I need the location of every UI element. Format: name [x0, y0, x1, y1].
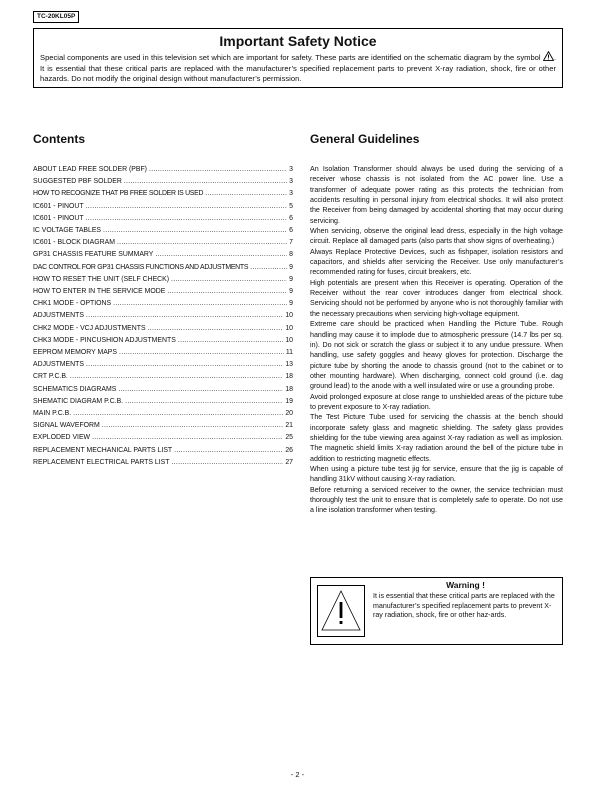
warning-triangle-icon [543, 51, 554, 64]
contents-item[interactable] [33, 237, 293, 249]
contents-item-page: 7 [289, 239, 293, 247]
guideline-paragraph: Before returning a serviced receiver to the owner, the service technician must thoroughly test the unit to ensure that is completely safe to operate. Do not use a line isolation transformer when testing. [310, 485, 563, 515]
safety-notice-body [34, 49, 562, 85]
guideline-paragraph: Extreme care should be practiced when Handling the Picture Tube. Rough handling may cause it to implode due to atmospheric pressure (14.7 lbs per sq. in). Do not sick or scratch the glass or subject it to any undue pressure. When handling, use safety goggles and heavy gloves for protection. Discharge the picture tube by shorting the anode to chassis ground (not to the cabinet or to other mounting hardware). When discharging, connect cold ground (i.e. dag ground lead) to the anode with a well insulated wire or use a grounding probe. [310, 320, 563, 391]
contents-item-page: 25 [285, 434, 293, 442]
contents-item-leader [149, 164, 287, 176]
warning-box [310, 577, 563, 645]
contents-item-title: MAIN P.C.B. [33, 410, 72, 418]
contents-item-leader [86, 213, 288, 225]
model-number-tag: TC-20KL05P [33, 11, 79, 23]
general-guidelines-section [310, 132, 563, 516]
contents-item-leader [73, 408, 283, 420]
guideline-paragraph: Avoid prolonged exposure at close range to unshielded areas of the picture tube to prevent exposure to X-ray radiation. [310, 392, 563, 411]
contents-item-page: 3 [289, 190, 293, 198]
contents-item-leader [86, 201, 288, 213]
contents-item-leader [155, 249, 287, 261]
contents-item[interactable] [33, 262, 293, 274]
contents-item[interactable] [33, 432, 293, 444]
contents-item[interactable] [33, 335, 293, 347]
contents-item[interactable] [33, 225, 293, 237]
contents-item-leader [205, 188, 287, 200]
guideline-paragraph: High potentials are present when this Receiver is operating. Operation of the Receiver without the rear cover introduces danger from electrical shock. Servicing should not be performed by anyone who is not thoroughly familiar with the necessary precautions when servicing high-voltage equipment. [310, 278, 563, 318]
contents-item-leader [178, 335, 284, 347]
contents-item-page: 19 [285, 397, 293, 405]
contents-item-page: 10 [285, 324, 293, 332]
contents-item[interactable] [33, 371, 293, 383]
contents-item[interactable] [33, 457, 293, 469]
contents-item[interactable] [33, 274, 293, 286]
contents-item[interactable] [33, 310, 293, 322]
contents-item-page: 13 [285, 361, 293, 369]
contents-item[interactable] [33, 396, 293, 408]
contents-item-leader [119, 347, 284, 359]
contents-item-page: 26 [285, 446, 293, 454]
contents-item-page: 27 [285, 458, 293, 466]
contents-item-page: 9 [289, 300, 293, 308]
contents-item-title: ABOUT LEAD FREE SOLDER (PBF) [33, 166, 147, 173]
contents-item[interactable] [33, 176, 293, 188]
contents-item[interactable] [33, 347, 293, 359]
contents-item-title: EXPLODED VIEW [33, 434, 91, 442]
contents-item-leader [124, 176, 287, 188]
contents-item-page: 20 [285, 410, 293, 418]
contents-item-leader [103, 225, 287, 237]
safety-notice-title: Important Safety Notice [219, 33, 377, 49]
contents-item-leader [125, 396, 283, 408]
warning-title: Warning ! [446, 580, 485, 590]
contents-item[interactable] [33, 323, 293, 335]
contents-item-leader [171, 274, 287, 286]
contents-item-title: REPLACEMENT MECHANICAL PARTS LIST [33, 446, 173, 454]
contents-item-leader [86, 359, 283, 371]
contents-item[interactable] [33, 298, 293, 310]
contents-item-title: SHEMATIC DIAGRAM P.C.B. [33, 397, 124, 405]
contents-item-leader [70, 371, 283, 383]
guideline-paragraph: Always Replace Protective Devices, such as fishpaper, isolation resistors and capacitors, and shields after servicing the Receiver. Use only manufacturer’s recommended rating for fuses, circuit breakers, etc. [310, 247, 563, 277]
contents-item-title: HOW TO RECOGNIZE THAT PB FREE SOLDER IS USED [33, 190, 204, 198]
contents-item-page: 3 [289, 178, 293, 186]
exclamation-warning-icon [317, 585, 365, 637]
contents-item-title: HOW TO RESET THE UNIT (SELF CHECK) [33, 275, 170, 283]
contents-item-page: 11 [285, 349, 293, 357]
general-guidelines-heading: General Guidelines [310, 132, 420, 146]
guideline-paragraph: An Isolation Transformer should always be used during the servicing of a receiver whose chassis is not isolated from the AC power line. Use a transformer of adequate power rating as this protects the technician from accidents resulting in personal injury from electrical shocks. It will also protect the Receiver from being damaged by accidental shorting that may occur during servicing. [310, 165, 563, 225]
contents-item-leader [250, 262, 287, 274]
contents-item-page: 10 [285, 312, 293, 320]
contents-item-page: 6 [289, 214, 293, 222]
contents-item-leader [92, 432, 283, 444]
contents-item-title: ADJUSTMENTS [33, 361, 84, 369]
contents-item[interactable] [33, 164, 293, 176]
contents-item-page: 10 [285, 336, 293, 344]
contents-item-page: 5 [289, 202, 293, 210]
contents-item[interactable] [33, 384, 293, 396]
contents-item-title: EEPROM MEMORY MAPS [33, 349, 117, 357]
contents-item-leader [118, 384, 283, 396]
contents-item-title: IC601 - PINOUT [33, 214, 84, 222]
contents-item-title: ADJUSTMENTS [33, 312, 84, 320]
contents-item-title: REPLACEMENT ELECTRICAL PARTS LIST [33, 458, 170, 466]
general-guidelines-text [310, 164, 563, 516]
warning-text: It is essential that these critical parts are replaced with the manufacturer’s specified replacement parts to prevent X-ray radiation, shock, fire or other haz-ards. [373, 592, 555, 620]
contents-item-page: 9 [289, 288, 293, 296]
contents-heading: Contents [33, 132, 85, 146]
contents-item-leader [102, 420, 284, 432]
contents-item-page: 18 [285, 373, 293, 381]
contents-item-title: CRT P.C.B. [33, 373, 68, 381]
contents-item-title: IC VOLTAGE TABLES [33, 227, 102, 235]
contents-item-title: CHK2 MODE - VCJ ADJUSTMENTS [33, 324, 146, 332]
contents-item-title: SUGGESTED PBF SOLDER [33, 178, 122, 186]
contents-item-page: 8 [289, 251, 293, 259]
contents-list [33, 164, 293, 469]
contents-item-leader [148, 323, 284, 335]
contents-item-leader [113, 298, 287, 310]
contents-item-page: 9 [289, 275, 293, 283]
contents-item-page: 21 [285, 422, 293, 430]
contents-item-page: 18 [285, 385, 293, 393]
guideline-paragraph: When servicing, observe the original lead dress, especially in the high voltage circuit. Replace all damaged parts (also parts that show signs of overheating.) [310, 227, 563, 246]
contents-section [33, 132, 293, 469]
contents-item-page: 9 [289, 263, 293, 271]
guideline-paragraph: The Test Picture Tube used for servicing the chassis at the bench should incorporate safety glass and magnetic shielding. The safety glass provides shielding for the tube viewing area against X-ray radiation as well as implosion. The magnetic shield limits X-ray radiation around the bell of the picture tube in addition to restricting magnetic effects. [310, 413, 563, 463]
contents-item-title: DAC CONTROL FOR GP31 CHASSIS FUNCTIONS AND ADJUSTMENTS [33, 263, 249, 271]
safety-notice-text-after-symbol: . It is essential that these critical parts are replaced with the manufacturer’s specified replacement parts to prevent X-ray radiation, shock, fire or other hazards. Do not modify the original design without manufacturer’s permission. [40, 53, 556, 84]
safety-notice-text-before-symbol: Special components are used in this television set which are important for safety. These parts are identified on the schematic diagram by the symbol [40, 53, 541, 62]
contents-item-title: IC601 - PINOUT [33, 202, 84, 210]
guideline-paragraph: When using a picture tube test jig for service, ensure that the jig is capable of handling 31kV without causing X-ray radiation. [310, 464, 563, 484]
contents-item-leader [167, 286, 287, 298]
contents-item-leader [171, 457, 283, 469]
contents-item-page: 6 [289, 227, 293, 235]
contents-item-title: CHK1 MODE - OPTIONS [33, 300, 112, 308]
contents-item-page: 3 [289, 166, 293, 173]
contents-item[interactable] [33, 445, 293, 457]
contents-item-leader [174, 445, 283, 457]
safety-notice-box [33, 28, 563, 88]
contents-item[interactable] [33, 249, 293, 261]
page-number: - 2 - [290, 770, 305, 779]
contents-item-title: IC601 - BLOCK DIAGRAM [33, 239, 115, 247]
contents-item-title: GP31 CHASSIS FEATURE SUMMARY [33, 251, 154, 259]
contents-item-leader [117, 237, 287, 249]
contents-item[interactable] [33, 213, 293, 225]
contents-item-title: CHK3 MODE - PINCUSHION ADJUSTMENTS [33, 336, 176, 344]
contents-item-leader [86, 310, 283, 322]
contents-item[interactable] [33, 201, 293, 213]
contents-item-title: SCHEMATICS DIAGRAMS [33, 385, 117, 393]
contents-item-title: HOW TO ENTER IN THE SERVICE MODE [33, 288, 166, 296]
contents-item[interactable] [33, 286, 293, 298]
contents-item[interactable] [33, 188, 293, 200]
contents-item[interactable] [33, 408, 293, 420]
contents-item[interactable] [33, 420, 293, 432]
contents-item[interactable] [33, 359, 293, 371]
contents-item-title: SIGNAL WAVEFORM [33, 422, 100, 430]
